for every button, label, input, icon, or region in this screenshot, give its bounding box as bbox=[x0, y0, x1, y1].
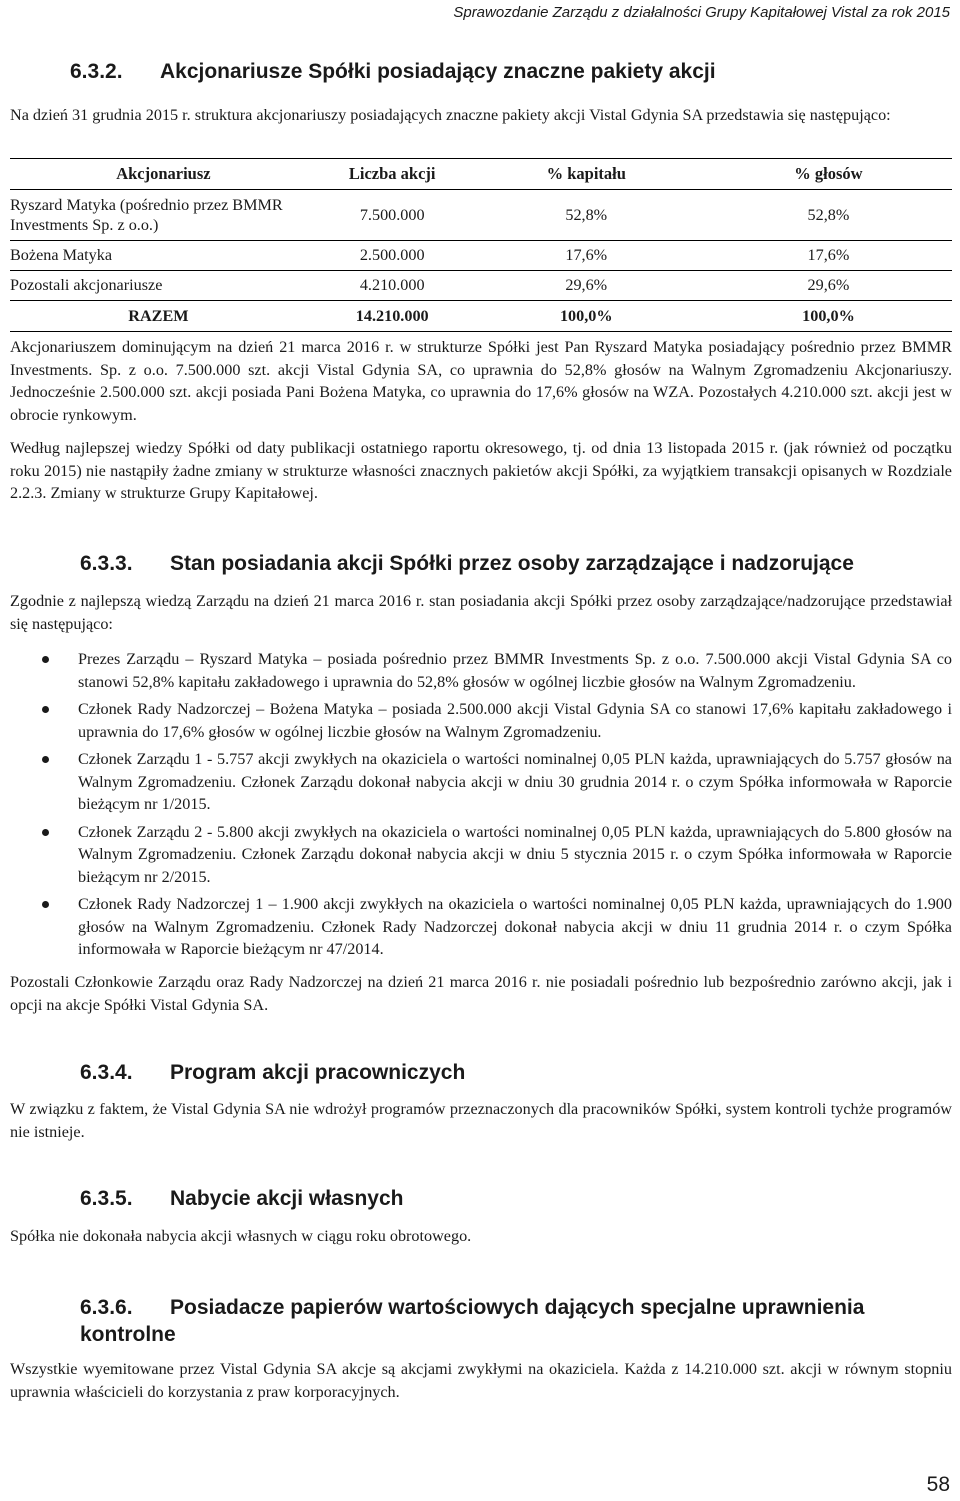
bullet-icon bbox=[42, 829, 49, 836]
table-cell: 29,6% bbox=[468, 271, 705, 301]
section-title: Nabycie akcji własnych bbox=[170, 1187, 404, 1210]
list-item bbox=[10, 698, 952, 743]
section-heading-6-3-6 bbox=[80, 1294, 950, 1348]
table-cell: 7.500.000 bbox=[317, 190, 468, 241]
header-cell: Akcjonariusz bbox=[10, 159, 317, 190]
paragraph-own-shares: Spółka nie dokonała nabycia akcji własnych w ciągu roku obrotowego. bbox=[10, 1227, 472, 1245]
section-title: Akcjonariusze Spółki posiadający znaczne pakiety akcji bbox=[160, 60, 716, 83]
list-item-text: Członek Zarządu 2 - 5.800 akcji zwykłych na okaziciela o wartości nominalnej 0,05 PLN każda, uprawniających do 5.800 głosów na Walnym Zgromadzeniu. Członek Zarządu dokonał nabycia akcji w dniu 5 stycznia 2015 r. o czym Spółka informowała w Raporcie bieżącym nr 2/2015. bbox=[78, 822, 952, 886]
intro-paragraph: Na dzień 31 grudnia 2015 r. struktura akcjonariuszy posiadających znaczne pakiety akcji Vistal Gdynia SA przedstawia się następująco: bbox=[10, 106, 891, 124]
list-item-text: Prezes Zarządu – Ryszard Matyka – posiada pośrednio przez BMMR Investments Sp. z o.o. 7.500.000 akcji Vistal Gdynia SA co stanowi 52,8% kapitału zakładowego i uprawnia do 52,8% głosów w ogólnej liczbie głosów na Walnym Zgromadzeniu. bbox=[78, 650, 952, 691]
table-cell: Bożena Matyka bbox=[10, 241, 317, 271]
total-cell: 100,0% bbox=[468, 301, 705, 332]
shareholders-table bbox=[10, 158, 952, 332]
running-header: Sprawozdanie Zarządu z działalności Grupy Kapitałowej Vistal za rok 2015 bbox=[453, 4, 950, 21]
intro-paragraph: Zgodnie z najlepszą wiedzą Zarządu na dzień 21 marca 2016 r. stan posiadania akcji Spółki przez osoby zarządzające/nadzorujące przedstawiał się następująco: bbox=[10, 592, 952, 633]
table-cell: 52,8% bbox=[468, 190, 705, 241]
header-cell: % głosów bbox=[705, 159, 952, 190]
total-cell: 14.210.000 bbox=[317, 301, 468, 332]
table-cell: 29,6% bbox=[705, 271, 952, 301]
section-title: Posiadacze papierów wartościowych dających specjalne uprawnienia kontrolne bbox=[80, 1296, 865, 1346]
list-item bbox=[10, 648, 952, 693]
list-item bbox=[10, 748, 952, 816]
total-label: RAZEM bbox=[10, 301, 317, 332]
section-heading-6-3-4 bbox=[80, 1061, 960, 1085]
list-item bbox=[10, 893, 952, 961]
section-heading-6-3-3 bbox=[80, 552, 960, 576]
section-number: 6.3.5. bbox=[80, 1187, 133, 1210]
list-item-text: Członek Zarządu 1 - 5.757 akcji zwykłych na okaziciela o wartości nominalnej 0,05 PLN każda, uprawniających do 5.757 głosów na Walnym Zgromadzeniu. Członek Zarządu dokonał nabycia akcji w dniu 30 grudnia 2014 r. o czym Spółka informowała w Raporcie bieżącym nr 1/2015. bbox=[78, 750, 952, 813]
paragraph-dominant-shareholder: Akcjonariuszem dominującym na dzień 21 marca 2016 r. w strukturze Spółki jest Pan Ryszard Matyka posiadający pośrednio przez BMMR Investments. Sp. z o.o. 7.500.000 szt. akcji Vistal Gdynia SA, co uprawnia do 52,8% głosów na Walnym Zgromadzeniu Akcjonariuszy. Jednocześnie 2.500.000 szt. akcji posiada Pani Bożena Matyka, co uprawnia do 17,6% głosów na WZA. Pozostałych 4.210.000 szt. akcji jest w obrocie rynkowym. bbox=[10, 338, 952, 424]
table-row bbox=[10, 271, 952, 301]
holdings-list bbox=[10, 648, 952, 966]
table-cell: 17,6% bbox=[468, 241, 705, 271]
header-cell: % kapitału bbox=[468, 159, 705, 190]
list-item bbox=[10, 821, 952, 889]
table-cell: Pozostali akcjonariusze bbox=[10, 271, 317, 301]
header-cell: Liczba akcji bbox=[317, 159, 468, 190]
table-row bbox=[10, 190, 952, 241]
table-cell: 4.210.000 bbox=[317, 271, 468, 301]
table-cell: 17,6% bbox=[705, 241, 952, 271]
paragraph-ownership-changes: Według najlepszej wiedzy Spółki od daty publikacji ostatniego raportu okresowego, tj. od dnia 13 listopada 2015 r. (jak również od początku roku 2015) nie nastąpiły żadne zmiany w strukturze własności znacznych pakietów akcji Spółki, za wyjątkiem transakcji opisanych w Rozdziale 2.2.3. Zmiany w strukturze Grupy Kapitałowej. bbox=[10, 439, 952, 502]
total-cell: 100,0% bbox=[705, 301, 952, 332]
table-cell: 2.500.000 bbox=[317, 241, 468, 271]
section-heading-6-3-5 bbox=[80, 1187, 960, 1211]
section-title: Stan posiadania akcji Spółki przez osoby zarządzające i nadzorujące bbox=[170, 552, 854, 575]
bullet-icon bbox=[42, 656, 49, 663]
section-number: 6.3.4. bbox=[80, 1061, 133, 1084]
table-row bbox=[10, 241, 952, 271]
table-cell: 52,8% bbox=[705, 190, 952, 241]
bullet-icon bbox=[42, 706, 49, 713]
paragraph-other-members: Pozostali Członkowie Zarządu oraz Rady Nadzorczej na dzień 21 marca 2016 r. nie posiadali pośrednio lub bezpośrednio zarówno akcji, jak i opcji na akcje Spółki Vistal Gdynia SA. bbox=[10, 973, 952, 1014]
section-heading-6-3-2 bbox=[70, 60, 950, 84]
paragraph-special-rights: Wszystkie wyemitowane przez Vistal Gdynia SA akcje są akcjami zwykłymi na okaziciela. Każda z 14.210.000 szt. akcji w równym stopniu uprawnia właścicieli do korzystania z praw korporacyjnych. bbox=[10, 1360, 952, 1401]
list-item-text: Członek Rady Nadzorczej 1 – 1.900 akcji zwykłych na okaziciela o wartości nominalnej 0,05 PLN każda, uprawniających do 1.900 głosów na Walnym Zgromadzeniu. Członek Rady Nadzorczej dokonał nabycia akcji w dniu 11 grudnia 2014 r. o czym Spółka informowała w Raporcie bieżącym nr 47/2014. bbox=[78, 895, 952, 958]
section-number: 6.3.3. bbox=[80, 552, 133, 575]
paragraph-employee-program: W związku z faktem, że Vistal Gdynia SA nie wdrożył programów przeznaczonych dla pracowników Spółki, system kontroli tychże programów nie istnieje. bbox=[10, 1100, 952, 1141]
section-number: 6.3.6. bbox=[80, 1296, 133, 1319]
bullet-icon bbox=[42, 756, 49, 763]
table-cell: Ryszard Matyka (pośrednio przez BMMR Investments Sp. z o.o.) bbox=[10, 190, 317, 241]
table-header-row bbox=[10, 159, 952, 190]
section-title: Program akcji pracowniczych bbox=[170, 1061, 466, 1084]
section-number: 6.3.2. bbox=[70, 60, 123, 83]
list-item-text: Członek Rady Nadzorczej – Bożena Matyka – posiada 2.500.000 akcji Vistal Gdynia SA co stanowi 17,6% kapitału zakładowego i uprawnia do 17,6% głosów w ogólnej liczbie głosów na Walnym Zgromadzeniu. bbox=[78, 700, 952, 741]
bullet-icon bbox=[42, 901, 49, 908]
table-total-row bbox=[10, 301, 952, 332]
page-number: 58 bbox=[926, 1473, 950, 1496]
